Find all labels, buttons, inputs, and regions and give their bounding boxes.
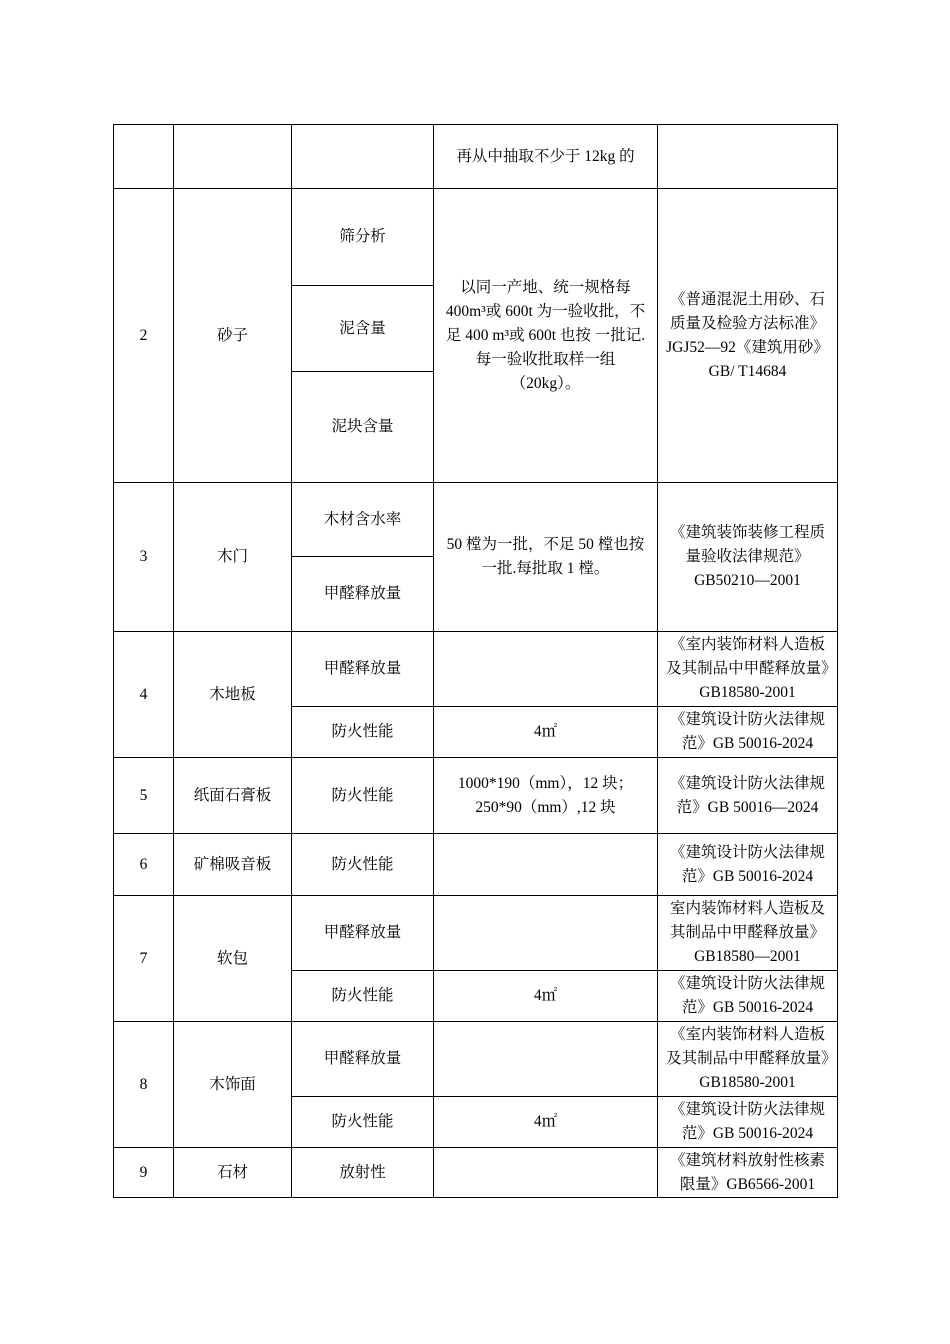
table-row bbox=[114, 125, 838, 189]
item-cell: 甲醛释放量 bbox=[292, 557, 434, 632]
standard-cell: 《普通混泥土用砂、石质量及检验方法标准》JGJ52—92《建筑用砂》GB/ T14684 bbox=[658, 189, 838, 483]
item-cell: 泥块含量 bbox=[292, 372, 434, 483]
table-row bbox=[114, 632, 838, 707]
no-cell: 3 bbox=[114, 483, 174, 632]
sampling-cell bbox=[434, 632, 658, 707]
table-row bbox=[114, 1022, 838, 1097]
sampling-cell: 4㎡ bbox=[434, 971, 658, 1022]
no-cell: 6 bbox=[114, 834, 174, 896]
standard-cell: 《室内装饰材料人造板及其制品中甲醛释放量》GB18580-2001 bbox=[658, 1022, 838, 1097]
table-row bbox=[114, 483, 838, 557]
sampling-cell bbox=[434, 1022, 658, 1097]
item-cell: 防火性能 bbox=[292, 707, 434, 758]
table-row bbox=[114, 896, 838, 971]
material-cell: 石材 bbox=[174, 1148, 292, 1198]
standard-cell: 《建筑材料放射性核素限量》GB6566-2001 bbox=[658, 1148, 838, 1198]
no-cell: 9 bbox=[114, 1148, 174, 1198]
no-cell: 5 bbox=[114, 758, 174, 834]
no-cell: 4 bbox=[114, 632, 174, 758]
no-cell: 2 bbox=[114, 189, 174, 483]
standard-cell: 《建筑设计防火法律规范》GB 50016-2024 bbox=[658, 707, 838, 758]
material-cell: 矿棉吸音板 bbox=[174, 834, 292, 896]
item-cell: 防火性能 bbox=[292, 758, 434, 834]
no-cell bbox=[114, 125, 174, 189]
item-cell: 防火性能 bbox=[292, 834, 434, 896]
material-cell: 木门 bbox=[174, 483, 292, 632]
item-cell bbox=[292, 125, 434, 189]
sampling-cell: 4㎡ bbox=[434, 1097, 658, 1148]
sampling-cell: 以同一产地、统一规格每 400m³或 600t 为一验收批，不足 400 m³或 600t 也按 一批记.每一验收批取样一组（20kg）。 bbox=[434, 189, 658, 483]
item-cell: 泥含量 bbox=[292, 286, 434, 372]
sampling-cell bbox=[434, 896, 658, 971]
standard-cell: 《建筑装饰装修工程质量验收法律规范》GB50210—2001 bbox=[658, 483, 838, 632]
inspection-table bbox=[113, 124, 838, 1198]
sampling-cell bbox=[434, 1148, 658, 1198]
standard-cell bbox=[658, 125, 838, 189]
material-cell: 木地板 bbox=[174, 632, 292, 758]
standard-cell: 《建筑设计防火法律规范》GB 50016-2024 bbox=[658, 1097, 838, 1148]
standard-cell: 《建筑设计防火法律规范》GB 50016-2024 bbox=[658, 971, 838, 1022]
material-cell: 软包 bbox=[174, 896, 292, 1022]
material-cell: 砂子 bbox=[174, 189, 292, 483]
material-cell bbox=[174, 125, 292, 189]
item-cell: 防火性能 bbox=[292, 971, 434, 1022]
no-cell: 7 bbox=[114, 896, 174, 1022]
standard-cell: 《建筑设计防火法律规范》GB 50016—2024 bbox=[658, 758, 838, 834]
material-cell: 木饰面 bbox=[174, 1022, 292, 1148]
sampling-cell: 50 樘为一批，不足 50 樘也按一批.每批取 1 樘。 bbox=[434, 483, 658, 632]
no-cell: 8 bbox=[114, 1022, 174, 1148]
sampling-cell bbox=[434, 834, 658, 896]
item-cell: 防火性能 bbox=[292, 1097, 434, 1148]
sampling-cell: 再从中抽取不少于 12kg 的 bbox=[434, 125, 658, 189]
standard-cell: 室内装饰材料人造板及其制品中甲醛释放量》GB18580—2001 bbox=[658, 896, 838, 971]
item-cell: 木材含水率 bbox=[292, 483, 434, 557]
sampling-cell: 1000*190（mm），12 块；250*90（mm）,12 块 bbox=[434, 758, 658, 834]
standard-cell: 《建筑设计防火法律规范》GB 50016-2024 bbox=[658, 834, 838, 896]
item-cell: 甲醛释放量 bbox=[292, 896, 434, 971]
item-cell: 筛分析 bbox=[292, 189, 434, 286]
material-cell: 纸面石膏板 bbox=[174, 758, 292, 834]
sampling-cell: 4㎡ bbox=[434, 707, 658, 758]
table-row bbox=[114, 834, 838, 896]
standard-cell: 《室内装饰材料人造板及其制品中甲醛释放量》GB18580-2001 bbox=[658, 632, 838, 707]
item-cell: 甲醛释放量 bbox=[292, 1022, 434, 1097]
table-row bbox=[114, 189, 838, 286]
table-row bbox=[114, 1148, 838, 1198]
item-cell: 甲醛释放量 bbox=[292, 632, 434, 707]
item-cell: 放射性 bbox=[292, 1148, 434, 1198]
table-row bbox=[114, 758, 838, 834]
